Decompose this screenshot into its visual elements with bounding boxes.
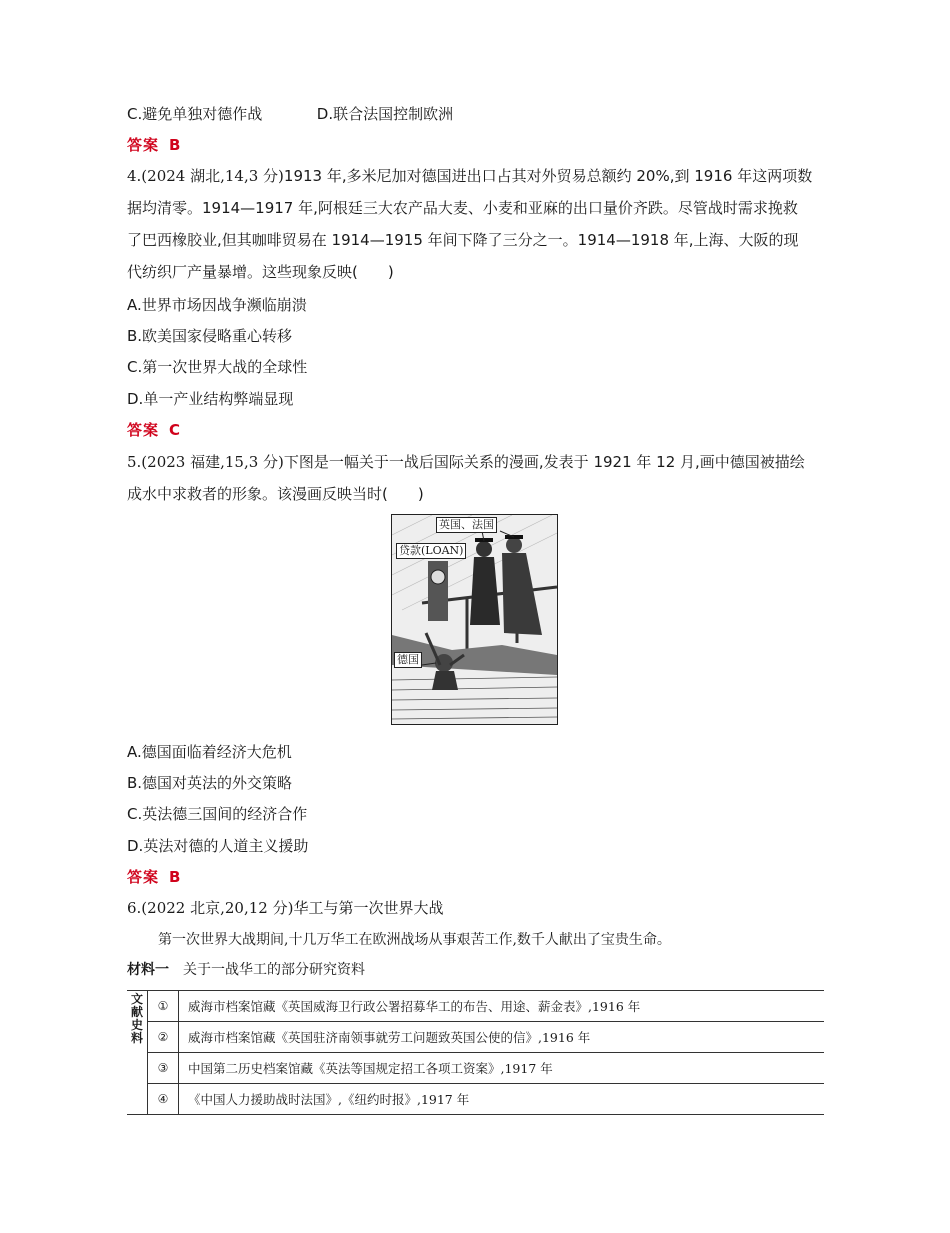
q4-stem-line-3: 了巴西橡胶业,但其咖啡贸易在 1914—1915 年间下降了三分之一。1914—1918 年,上海、大阪的现 [127, 231, 799, 249]
category-cell [127, 991, 148, 1115]
q5-option-a: A.德国面临着经济大危机 [127, 743, 292, 761]
political-cartoon [391, 514, 558, 725]
q4-option-a: A.世界市场因战争濒临崩溃 [127, 296, 307, 314]
q3-options-row [127, 104, 453, 124]
q5-stem-line-2: 成水中求救者的形象。该漫画反映当时( ) [127, 485, 424, 503]
q5-option-d: D.英法对德的人道主义援助 [127, 837, 309, 855]
label-germany: 德国 [394, 652, 422, 668]
q4-option-b: B.欧美国家侵略重心转移 [127, 327, 293, 345]
q6-source: 6.(2022 北京,20,12 分) [127, 899, 294, 917]
q6-material-heading [127, 960, 365, 980]
row-number: ① [148, 991, 179, 1022]
q4-stem-line-4: 代纺织厂产量暴增。这些现象反映( ) [127, 263, 394, 281]
category-char: 料 [130, 1031, 143, 1045]
q3-answer [127, 135, 181, 155]
q3-option-d: D.联合法国控制欧洲 [316, 105, 454, 123]
row-number: ② [148, 1022, 179, 1053]
q4-text-1: 1913 年,多米尼加对德国进出口占其对外贸易总额约 20%,到 1916 年这两项数 [283, 167, 813, 185]
row-text: 《中国人力援助战时法国》,《纽约时报》,1917 年 [179, 1084, 825, 1115]
q5-option-c: C.英法德三国间的经济合作 [127, 805, 308, 823]
table-row [127, 1022, 824, 1053]
row-text: 威海市档案馆藏《英国威海卫行政公署招募华工的布告、用途、薪金表》,1916 年 [179, 991, 825, 1022]
q4-option-d: D.单一产业结构弊端显现 [127, 390, 294, 408]
answer-label: 答案 [127, 421, 160, 439]
q4-stem-line-2: 据均清零。1914—1917 年,阿根廷三大农产品大麦、小麦和亚麻的出口量价齐跌。尽管战时需求挽救 [127, 199, 798, 217]
q4-answer [127, 420, 181, 440]
row-text: 中国第二历史档案馆藏《英法等国规定招工各项工资案》,1917 年 [179, 1053, 825, 1084]
q6-intro: 第一次世界大战期间,十几万华工在欧洲战场从事艰苦工作,数千人献出了宝贵生命。 [158, 932, 671, 948]
category-char: 史 [130, 1018, 143, 1032]
label-loan: 贷款(LOAN) [396, 543, 466, 559]
q6-stem [127, 898, 443, 918]
row-text: 威海市档案馆藏《英国驻济南领事就劳工问题致英国公使的信》,1916 年 [179, 1022, 825, 1053]
row-number: ④ [148, 1084, 179, 1115]
research-materials-table [127, 990, 824, 1115]
table-row [127, 1084, 824, 1115]
answer-value: C [169, 421, 182, 439]
q6-title: 华工与第一次世界大战 [293, 899, 444, 917]
material-title: 关于一战华工的部分研究资料 [183, 962, 365, 978]
category-char: 献 [130, 1005, 143, 1019]
q3-option-c: C.避免单独对德作战 [127, 105, 263, 123]
q4-source: 4.(2024 湖北,14,3 分) [127, 167, 284, 185]
table-row [127, 1053, 824, 1084]
category-char: 文 [130, 992, 143, 1006]
material-label: 材料一 [127, 962, 169, 978]
answer-label: 答案 [127, 868, 160, 886]
q4-option-c: C.第一次世界大战的全球性 [127, 358, 308, 376]
answer-value: B [169, 136, 182, 154]
q5-stem-line-1 [127, 452, 805, 472]
q5-answer [127, 867, 181, 887]
label-britain-france: 英国、法国 [436, 517, 497, 533]
answer-label: 答案 [127, 136, 160, 154]
table-row [127, 991, 824, 1022]
q5-option-b: B.德国对英法的外交策略 [127, 774, 293, 792]
row-number: ③ [148, 1053, 179, 1084]
answer-value: B [169, 868, 182, 886]
q5-text-1: 下图是一幅关于一战后国际关系的漫画,发表于 1921 年 12 月,画中德国被描绘 [283, 453, 805, 471]
q4-stem-line-1 [127, 166, 812, 186]
q5-source: 5.(2023 福建,15,3 分) [127, 453, 284, 471]
